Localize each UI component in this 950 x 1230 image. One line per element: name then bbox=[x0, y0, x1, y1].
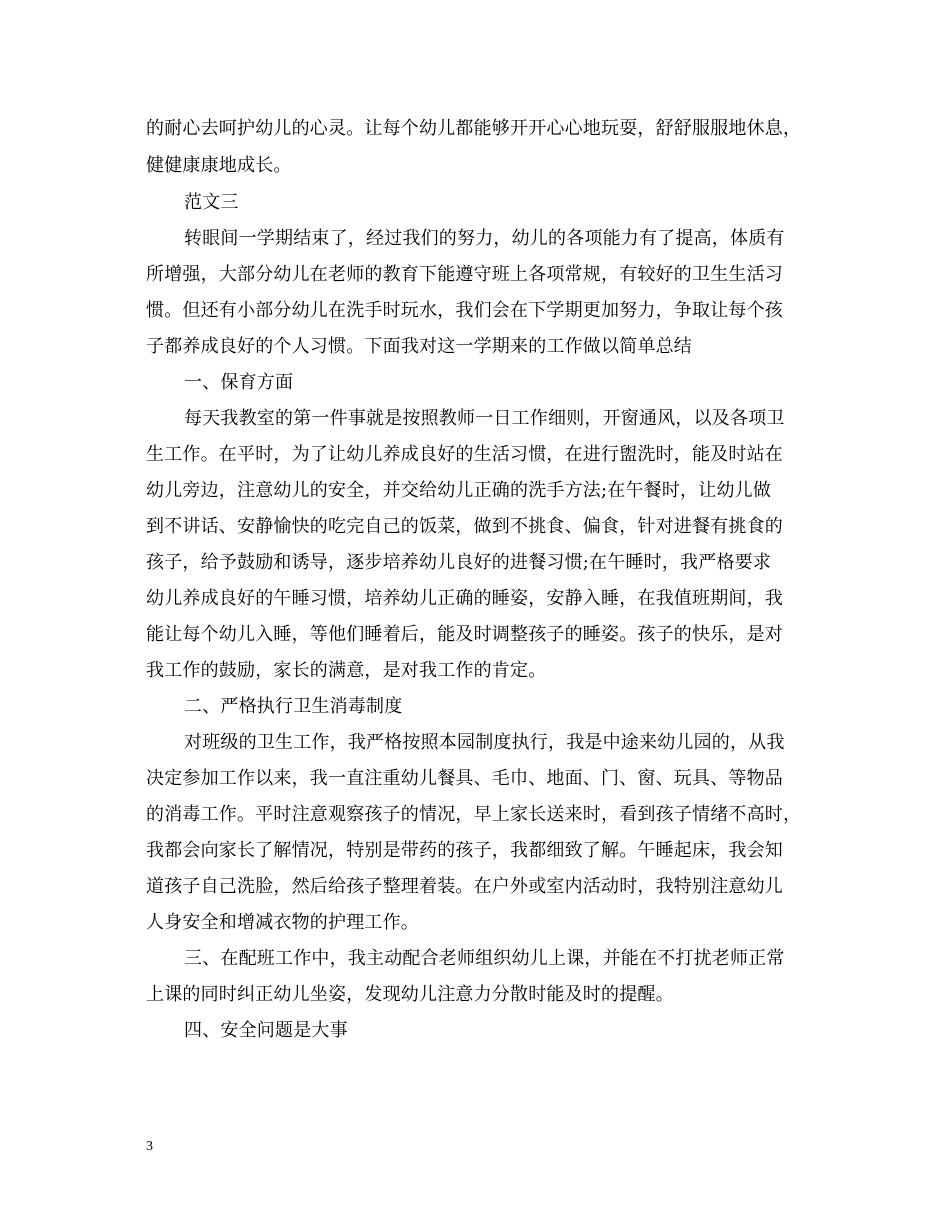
text-line: 人身安全和增减衣物的护理工作。 bbox=[146, 912, 419, 933]
text-line: 能让每个幼儿入睡，等他们睡着后，能及时调整孩子的睡姿。孩子的快乐，是对 bbox=[146, 624, 783, 645]
text-line: 的耐心去呵护幼儿的心灵。让每个幼儿都能够开开心心地玩耍，舒舒服服地休息， bbox=[146, 118, 802, 139]
text-line: 每天我教室的第一件事就是按照教师一日工作细则，开窗通风，以及各项卫 bbox=[184, 408, 785, 429]
text-line: 子都养成良好的个人习惯。下面我对这一学期来的工作做以简单总结 bbox=[146, 336, 692, 357]
section-heading: 范文三 bbox=[184, 192, 239, 213]
text-line: 所增强，大部分幼儿在老师的教育下能遵守班上各项常规，有较好的卫生生活习 bbox=[146, 264, 783, 285]
section-heading: 三、在配班工作中，我主动配合老师组织幼儿上课，并能在不打扰老师正常 bbox=[184, 948, 785, 969]
text-line: 我工作的鼓励，家长的满意，是对我工作的肯定。 bbox=[146, 660, 547, 681]
section-heading: 四、安全问题是大事 bbox=[184, 1020, 348, 1041]
text-line: 的消毒工作。平时注意观察孩子的情况，早上家长送来时，看到孩子情绪不高时， bbox=[146, 804, 802, 825]
text-line: 对班级的卫生工作，我严格按照本园制度执行，我是中途来幼儿园的，从我 bbox=[184, 732, 785, 753]
text-line: 健健康康地成长。 bbox=[146, 155, 292, 176]
page-number: 3 bbox=[146, 1139, 153, 1154]
text-line: 幼儿旁边，注意幼儿的安全，并交给幼儿正确的洗手方法;在午餐时，让幼儿做 bbox=[146, 480, 772, 501]
text-line: 道孩子自己洗脸，然后给孩子整理着装。在户外或室内活动时，我特别注意幼儿 bbox=[146, 876, 783, 897]
text-line: 到不讲话、安静愉快的吃完自己的饭菜，做到不挑食、偏食，针对进餐有挑食的 bbox=[146, 516, 783, 537]
text-line: 转眼间一学期结束了，经过我们的努力，幼儿的各项能力有了提高，体质有 bbox=[184, 228, 785, 249]
text-line: 生工作。在平时，为了让幼儿养成良好的生活习惯，在进行盥洗时，能及时站在 bbox=[146, 444, 783, 465]
text-line: 惯。但还有小部分幼儿在洗手时玩水，我们会在下学期更加努力，争取让每个孩 bbox=[146, 300, 783, 321]
section-heading: 二、严格执行卫生消毒制度 bbox=[184, 696, 403, 717]
text-line: 幼儿养成良好的午睡习惯，培养幼儿正确的睡姿，安静入睡，在我值班期间，我 bbox=[146, 588, 783, 609]
text-line: 我都会向家长了解情况，特别是带药的孩子，我都细致了解。午睡起床，我会知 bbox=[146, 840, 783, 861]
text-line: 上课的同时纠正幼儿坐姿，发现幼儿注意力分散时能及时的提醒。 bbox=[146, 984, 674, 1005]
text-line: 决定参加工作以来，我一直注重幼儿餐具、毛巾、地面、门、窗、玩具、等物品 bbox=[146, 768, 783, 789]
section-heading: 一、保育方面 bbox=[184, 372, 294, 393]
text-line: 孩子，给予鼓励和诱导，逐步培养幼儿良好的进餐习惯;在午睡时，我严格要求 bbox=[146, 552, 772, 573]
